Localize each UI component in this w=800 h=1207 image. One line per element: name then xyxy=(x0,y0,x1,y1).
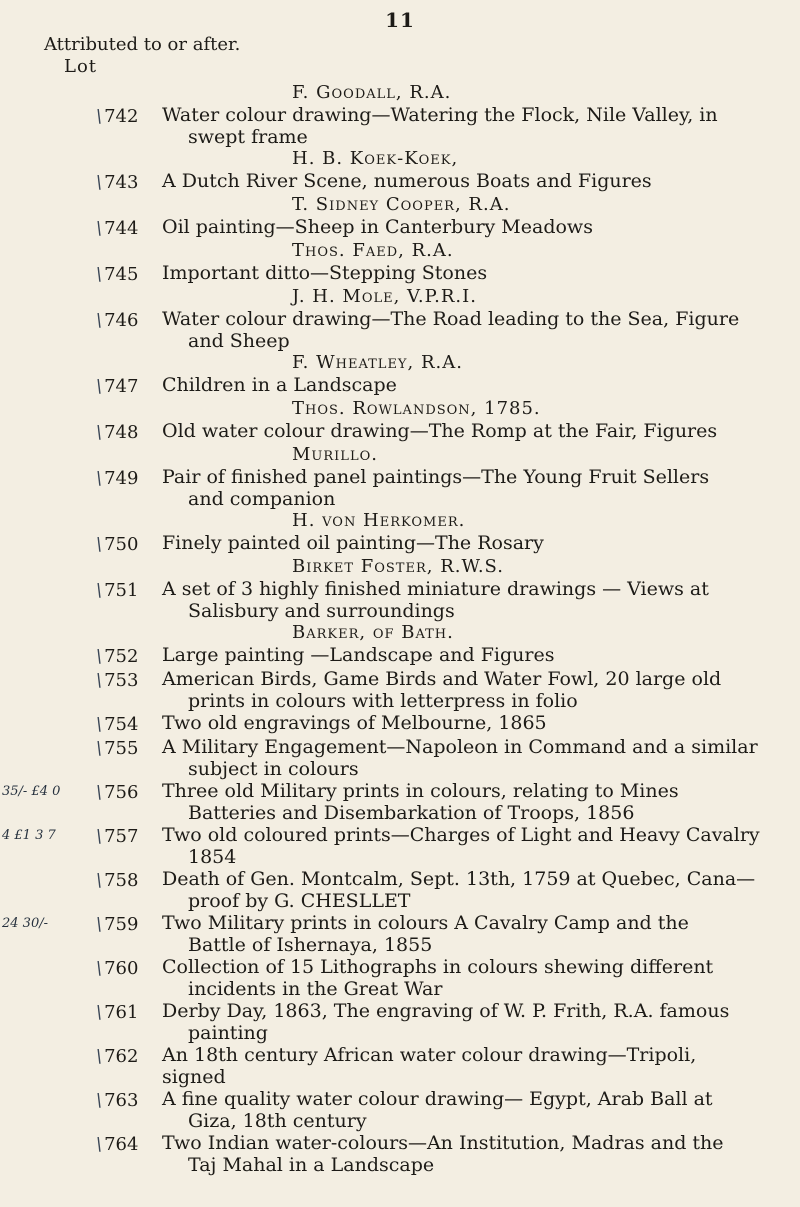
lot-artist-row xyxy=(0,194,800,216)
description-line: Three old Military prints in colours, relating to Mines xyxy=(162,780,679,802)
lot-description xyxy=(162,868,762,912)
lot-description xyxy=(162,262,762,284)
lot-artist: Thos. Rowlandson, 1785. xyxy=(292,398,541,419)
lot-body xyxy=(162,104,762,148)
lot-description xyxy=(162,308,762,352)
lot-entry xyxy=(0,1000,800,1044)
lot-body xyxy=(162,912,762,956)
lot-artist: H. von Herkomer. xyxy=(292,510,466,531)
lot-description xyxy=(162,1000,762,1044)
lot-artist-row xyxy=(0,444,800,466)
lot-body xyxy=(162,644,762,666)
lot-number: \ 747 xyxy=(110,374,162,398)
lot-entry xyxy=(0,420,800,444)
lot-artist-row xyxy=(0,398,800,420)
lot-description xyxy=(162,104,762,148)
lot-entry xyxy=(0,466,800,510)
description-line: A fine quality water colour drawing— Egypt, Arab Ball at xyxy=(162,1088,713,1110)
description-continuation: incidents in the Great War xyxy=(188,978,443,1000)
lot-artist: Thos. Faed, R.A. xyxy=(292,240,454,261)
lot-artist: J. H. Mole, V.P.R.I. xyxy=(292,286,477,307)
description-continuation: prints in colours with letterpress in folio xyxy=(188,690,578,712)
description-continuation: and Sheep xyxy=(188,330,290,352)
lot-number: \ 758 xyxy=(110,868,162,892)
handwritten-price-note: 4 £1 3 7 xyxy=(2,828,56,843)
description-line: Collection of 15 Lithographs in colours shewing different xyxy=(162,956,714,978)
description-continuation: Giza, 18th century xyxy=(188,1110,367,1132)
lot-entry xyxy=(0,1088,800,1132)
description-continuation: and companion xyxy=(188,488,336,510)
lot-entry xyxy=(0,956,800,1000)
description-line: A Military Engagement—Napoleon in Command and a similar xyxy=(162,736,758,758)
lot-entry xyxy=(0,170,800,194)
lot-entry xyxy=(0,104,800,148)
lot-entry xyxy=(0,868,800,912)
lot-list xyxy=(0,82,800,1176)
lot-entry xyxy=(0,216,800,240)
lot-entry xyxy=(0,912,800,956)
lot-body xyxy=(162,824,762,868)
description-line: Two old coloured prints—Charges of Light and Heavy Cavalry xyxy=(162,824,760,846)
lot-description xyxy=(162,644,762,666)
lot-body xyxy=(162,956,762,1000)
description-line: Finely painted oil painting—The Rosary xyxy=(162,532,544,554)
lot-entry xyxy=(0,736,800,780)
description-line: A set of 3 highly finished miniature drawings — Views at xyxy=(162,578,709,600)
description-line: Old water colour drawing—The Romp at the Fair, Figures xyxy=(162,420,718,442)
lot-number: \ 755 xyxy=(110,736,162,760)
lot-body xyxy=(162,1088,762,1132)
lot-body xyxy=(162,308,762,352)
lot-artist-row xyxy=(0,148,800,170)
description-line: Large painting —Landscape and Figures xyxy=(162,644,555,666)
page-number: 11 xyxy=(385,8,415,32)
lot-body xyxy=(162,1044,762,1088)
lot-artist: F. Wheatley, R.A. xyxy=(292,352,463,373)
lot-artist-row xyxy=(0,82,800,104)
handwritten-price-note: 24 30/- xyxy=(2,916,48,931)
lot-number: \ 749 xyxy=(110,466,162,490)
lot-description xyxy=(162,466,762,510)
lot-description xyxy=(162,912,762,956)
lot-entry xyxy=(0,578,800,622)
description-line: Important ditto—Stepping Stones xyxy=(162,262,488,284)
lot-number: \ 760 xyxy=(110,956,162,980)
lot-description xyxy=(162,170,762,192)
lot-number: \ 759 xyxy=(110,912,162,936)
description-continuation: 1854 xyxy=(188,846,237,868)
lot-description xyxy=(162,736,762,780)
lot-number: \ 742 xyxy=(110,104,162,128)
description-line: Two Indian water-colours—An Institution, Madras and the xyxy=(162,1132,724,1154)
description-line: Water colour drawing—The Road leading to the Sea, Figure xyxy=(162,308,740,330)
lot-description xyxy=(162,216,762,238)
lot-column-header: Lot xyxy=(64,56,98,77)
lot-entry xyxy=(0,308,800,352)
description-line: Derby Day, 1863, The engraving of W. P. Frith, R.A. famous xyxy=(162,1000,730,1022)
lot-body xyxy=(162,420,762,442)
lot-number: \ 745 xyxy=(110,262,162,286)
lot-number: \ 746 xyxy=(110,308,162,332)
description-continuation: swept frame xyxy=(188,126,308,148)
lot-number: \ 743 xyxy=(110,170,162,194)
lot-artist-row xyxy=(0,622,800,644)
lot-number: \ 753 xyxy=(110,668,162,692)
lot-artist-row xyxy=(0,510,800,532)
description-line: American Birds, Game Birds and Water Fowl, 20 large old xyxy=(162,668,722,690)
lot-description xyxy=(162,824,762,868)
lot-description xyxy=(162,1132,762,1176)
lot-description xyxy=(162,1088,762,1132)
lot-description xyxy=(162,668,762,712)
lot-number: \ 756 xyxy=(110,780,162,804)
lot-description xyxy=(162,1044,762,1088)
lot-number: \ 757 xyxy=(110,824,162,848)
attribution-heading: Attributed to or after. xyxy=(44,34,241,55)
lot-artist-row xyxy=(0,240,800,262)
lot-number: \ 761 xyxy=(110,1000,162,1024)
lot-description xyxy=(162,780,762,824)
lot-entry xyxy=(0,712,800,736)
lot-body xyxy=(162,466,762,510)
lot-body xyxy=(162,216,762,238)
lot-description xyxy=(162,712,762,734)
description-line: An 18th century African water colour drawing—Tripoli, signed xyxy=(162,1044,697,1088)
lot-number: \ 748 xyxy=(110,420,162,444)
description-continuation: subject in colours xyxy=(188,758,359,780)
lot-entry xyxy=(0,262,800,286)
lot-entry xyxy=(0,1132,800,1176)
lot-number: \ 762 xyxy=(110,1044,162,1068)
lot-artist: T. Sidney Cooper, R.A. xyxy=(292,194,511,215)
lot-entry xyxy=(0,1044,800,1088)
lot-description xyxy=(162,374,762,396)
lot-number: \ 763 xyxy=(110,1088,162,1112)
lot-body xyxy=(162,170,762,192)
lot-description xyxy=(162,578,762,622)
description-continuation: Taj Mahal in a Landscape xyxy=(188,1154,435,1176)
lot-number: \ 752 xyxy=(110,644,162,668)
lot-entry xyxy=(0,374,800,398)
description-continuation: Batteries and Disembarkation of Troops, 1856 xyxy=(188,802,635,824)
lot-body xyxy=(162,668,762,712)
description-line: Pair of finished panel paintings—The Young Fruit Sellers xyxy=(162,466,710,488)
lot-description xyxy=(162,956,762,1000)
lot-number: \ 754 xyxy=(110,712,162,736)
lot-number: \ 751 xyxy=(110,578,162,602)
lot-artist: F. Goodall, R.A. xyxy=(292,82,452,103)
lot-body xyxy=(162,532,762,554)
description-continuation: Salisbury and surroundings xyxy=(188,600,455,622)
lot-body xyxy=(162,780,762,824)
lot-description xyxy=(162,532,762,554)
lot-number: \ 744 xyxy=(110,216,162,240)
lot-description xyxy=(162,420,762,442)
lot-body xyxy=(162,1000,762,1044)
description-continuation: painting xyxy=(188,1022,268,1044)
lot-entry xyxy=(0,780,800,824)
lot-number: \ 750 xyxy=(110,532,162,556)
lot-artist-row xyxy=(0,352,800,374)
lot-artist: Birket Foster, R.W.S. xyxy=(292,556,504,577)
lot-artist-row xyxy=(0,556,800,578)
description-line: Death of Gen. Montcalm, Sept. 13th, 1759 at Quebec, Cana— xyxy=(162,868,756,890)
lot-number: \ 764 xyxy=(110,1132,162,1156)
lot-entry xyxy=(0,668,800,712)
lot-body xyxy=(162,262,762,284)
description-line: Oil painting—Sheep in Canterbury Meadows xyxy=(162,216,593,238)
lot-artist: Murillo. xyxy=(292,444,378,465)
description-line: A Dutch River Scene, numerous Boats and Figures xyxy=(162,170,652,192)
lot-body xyxy=(162,868,762,912)
description-continuation: Battle of Ishernaya, 1855 xyxy=(188,934,433,956)
description-line: Two Military prints in colours A Cavalry Camp and the xyxy=(162,912,689,934)
lot-body xyxy=(162,1132,762,1176)
description-line: Water colour drawing—Watering the Flock, Nile Valley, in xyxy=(162,104,718,126)
description-line: Two old engravings of Melbourne, 1865 xyxy=(162,712,547,734)
description-continuation: proof by G. CHESLLET xyxy=(188,890,411,912)
lot-artist-row xyxy=(0,286,800,308)
handwritten-price-note: 35/- £4 0 xyxy=(2,784,61,799)
lot-entry xyxy=(0,824,800,868)
lot-body xyxy=(162,374,762,396)
lot-body xyxy=(162,712,762,734)
lot-entry xyxy=(0,532,800,556)
lot-entry xyxy=(0,644,800,668)
lot-body xyxy=(162,736,762,780)
description-line: Children in a Landscape xyxy=(162,374,397,396)
lot-artist: Barker, of Bath. xyxy=(292,622,454,643)
lot-body xyxy=(162,578,762,622)
lot-artist: H. B. Koek-Koek, xyxy=(292,148,459,169)
